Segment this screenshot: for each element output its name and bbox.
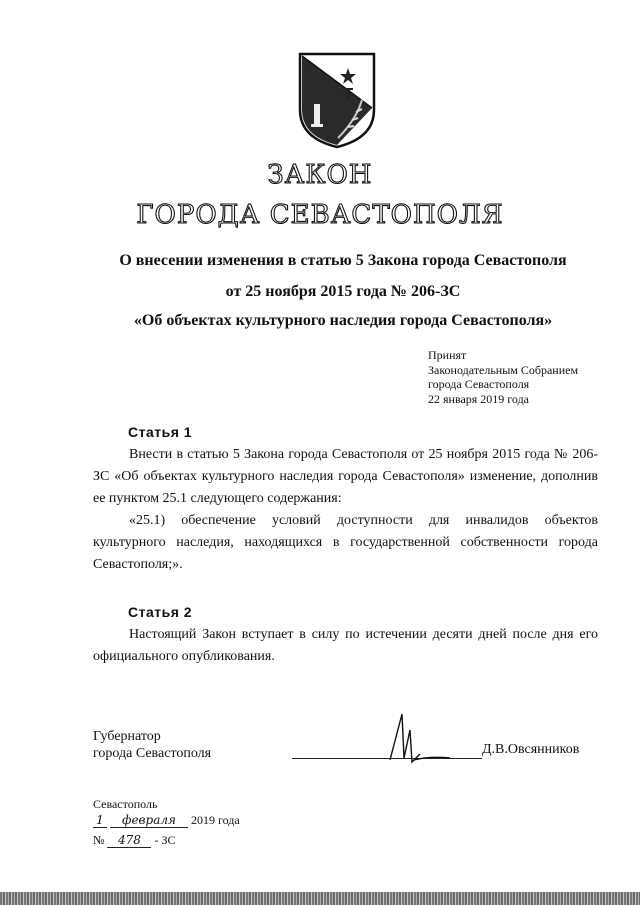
- signing-date: [93, 813, 240, 828]
- scan-artifact-band: [0, 892, 640, 905]
- law-subject-line1: О внесении изменения в статью 5 Закона города Севастополя: [119, 252, 567, 269]
- signing-city: Севастополь: [93, 797, 158, 811]
- position-line: города Севастополя: [93, 746, 212, 761]
- law-city-title: ГОРОДА СЕВАСТОПОЛЯ: [136, 200, 504, 230]
- law-number: [93, 833, 175, 848]
- article1-paragraph2: «25.1) обеспечение условий доступности для инвалидов объектов культурного наследия, находящихся в государственной собственности города Севастополя;».: [93, 513, 598, 572]
- governor-name: Д.В.Овсянников: [482, 742, 580, 757]
- handwritten-month: февраля: [110, 813, 188, 828]
- signing-year: 2019 года: [191, 813, 240, 827]
- handwritten-day: 1: [93, 813, 107, 828]
- article1-title: Статья 1: [128, 424, 193, 440]
- coat-of-arms-icon: [296, 50, 378, 150]
- position-line: Губернатор: [93, 729, 161, 744]
- law-title: ЗАКОН: [267, 160, 373, 190]
- signatory-position: [93, 728, 211, 762]
- handwritten-number: 478: [107, 833, 151, 848]
- article1-paragraph1: Внести в статью 5 Закона города Севастополя от 25 ноября 2015 года № 206-ЗС «Об объектах культурного наследия города Севастополя» изменение, дополнив ее пунктом 25.1 следующего содержания:: [93, 447, 598, 506]
- article2-title: Статья 2: [128, 604, 193, 620]
- adoption-block: [428, 348, 578, 406]
- adoption-line: города Севастополя: [428, 377, 530, 391]
- law-subject-line2: от 25 ноября 2015 года № 206-ЗС: [225, 283, 461, 300]
- number-sign: №: [93, 833, 105, 847]
- number-suffix: - ЗС: [154, 833, 176, 847]
- adoption-line: Законодательным Собранием: [428, 362, 579, 377]
- adoption-line: Принят: [428, 348, 467, 362]
- handwritten-signature-icon: [380, 710, 460, 768]
- adoption-date: 22 января 2019 года: [428, 391, 530, 406]
- law-subject-line3: «Об объектах культурного наследия города Севастополя»: [133, 312, 553, 329]
- article2-paragraph1: Настоящий Закон вступает в силу по истечении десяти дней после дня его официального опубликования.: [93, 627, 598, 664]
